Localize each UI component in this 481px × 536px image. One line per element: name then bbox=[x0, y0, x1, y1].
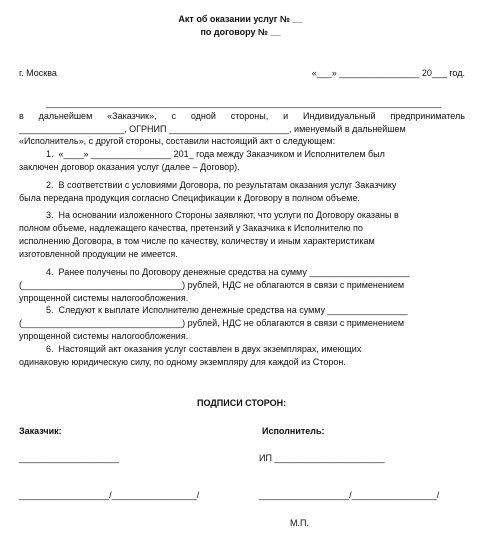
item-3-line: 3. На основании изложенного Стороны заявляют, что услуги по Договору оказаны в bbox=[46, 210, 399, 220]
item-2-line: 2. В соответствии с условиями Договора, по результатам оказания услуг Заказчику bbox=[46, 180, 397, 190]
customer-name-line: _______________________________________________________________________________ bbox=[46, 98, 442, 108]
item-4-line: (________________________________) рублей, НДС не облагаются в связи с применением bbox=[19, 280, 405, 290]
item-4-line: упрощенной системы налогообложения. bbox=[19, 293, 189, 303]
signatures-heading: ПОДПИСИ СТОРОН: bbox=[197, 398, 287, 408]
customer-label: Заказчик: bbox=[19, 426, 62, 436]
item-6-line: 6. Настоящий акт оказания услуг составлен в двух экземплярах, имеющих bbox=[46, 344, 362, 354]
intro-line: «Исполнитель», с другой стороны, составили настоящий акт о следующем: bbox=[19, 136, 336, 146]
stamp-place: М.П. bbox=[290, 518, 309, 528]
document-title: Акт об оказании услуг № __ bbox=[178, 14, 303, 24]
customer-name-field: ____________________ bbox=[19, 453, 120, 463]
contractor-label: Исполнитель: bbox=[262, 426, 325, 436]
customer-signature-field: __________________/_________________/ bbox=[19, 490, 200, 500]
item-2-line: была передана продукция согласно Спецификации к Договору в полном объеме. bbox=[19, 193, 360, 203]
item-3-line: исполнению Договора, в том числе по качеству, количеству и иным характеристикам bbox=[19, 236, 375, 246]
item-3-line: полном объеме, надлежащего качества, претензий у Заказчика к Исполнителю по bbox=[19, 223, 363, 233]
city: г. Москва bbox=[19, 68, 57, 78]
item-4-line: 4. Ранее получены по Договору денежные средства на сумму ____________________ bbox=[46, 267, 410, 277]
intro-line: в дальнейшем «Заказчик», с одной стороны, и Индивидуальный предприниматель bbox=[19, 111, 465, 121]
item-5-line: упрощенной системы налогообложения. bbox=[19, 331, 189, 341]
item-1-line: 1. «____» ________________ 201_ года между Заказчиком и Исполнителем был bbox=[46, 149, 385, 159]
item-3-line: изготовленной продукции не имеется. bbox=[19, 249, 178, 259]
contractor-signature-field: __________________/_________________/ bbox=[259, 490, 440, 500]
date-line: «___» ________________ 20___ год. bbox=[311, 68, 465, 78]
item-5-line: (________________________________) рублей, НДС не облагаются в связи с применением bbox=[19, 318, 405, 328]
item-5-line: 5. Следуют к выплате Исполнителю денежные средства на сумму ________________ bbox=[46, 305, 408, 315]
document-subtitle: по договору № __ bbox=[200, 27, 281, 37]
contractor-name-field: ИП ______________________ bbox=[259, 453, 385, 463]
item-1-line: заключен договор оказания услуг (далее – Договор). bbox=[19, 162, 240, 172]
intro-line: _____________________, ОГРНИП ________________________, именуемый в дальнейшем bbox=[19, 124, 406, 134]
item-6-line: одинаковую юридическую силу, по одному экземпляру для каждой из Сторон. bbox=[19, 357, 346, 367]
